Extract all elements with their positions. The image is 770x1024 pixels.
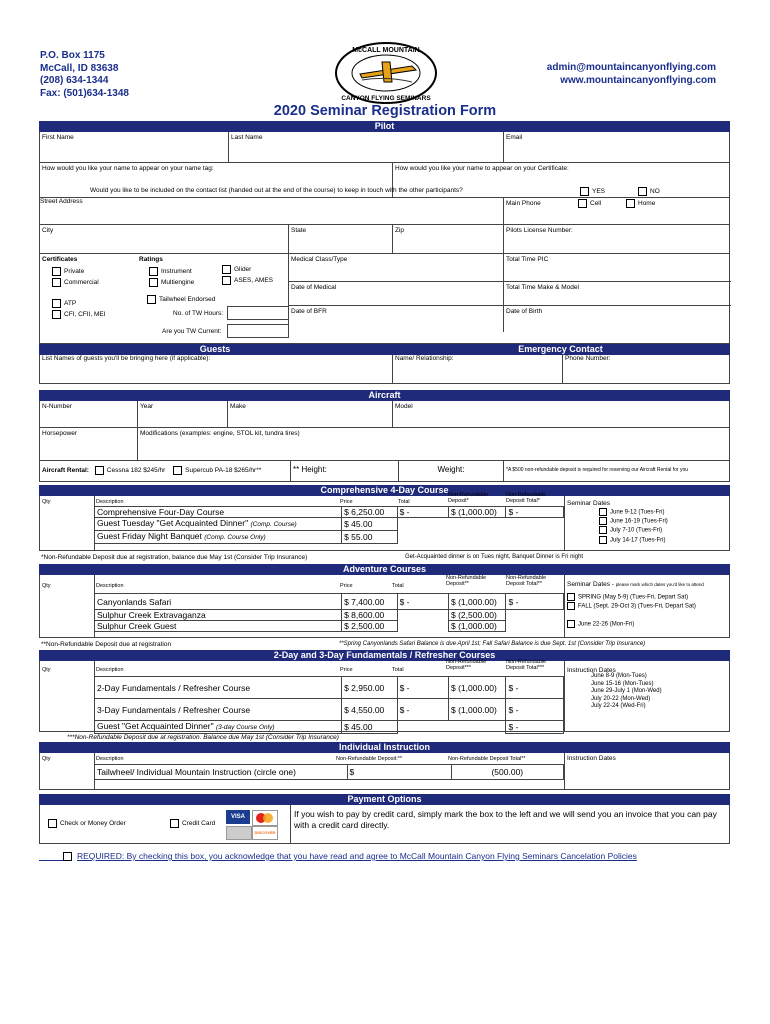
name-tag-label: How would you like your name to appear on your name tag: <box>42 165 214 172</box>
item-description: Tailwheel/ Individual Mountain Instruction (circle one) <box>95 765 348 780</box>
horsepower-label: Horsepower <box>42 430 78 437</box>
item-note: (3-day Course Only) <box>215 724 275 731</box>
street-address-label: Street Address <box>40 198 83 205</box>
item-price: $ 7,400.00 <box>342 594 397 610</box>
instruction-date[interactable]: June 15-16 (Mon-Tues) <box>591 680 654 687</box>
item-note: (Comp. Course Only) <box>204 534 266 541</box>
ec-name-field[interactable] <box>392 355 567 383</box>
agree-checkbox[interactable] <box>63 852 72 861</box>
last-name-field[interactable] <box>228 132 503 162</box>
comprehensive-course-bar: Comprehensive 4-Day Course <box>39 485 730 496</box>
email-label: Email <box>506 134 523 141</box>
email-address[interactable]: admin@mountaincanyonflying.com <box>546 62 716 73</box>
fundamentals-table <box>94 676 564 734</box>
amex-icon <box>226 826 252 840</box>
instruction-date[interactable]: June 29-July 1 (Mon-Wed) <box>591 688 662 695</box>
guest-names-label: List Names of guests you'll be bringing here (if applicable): <box>42 355 211 362</box>
svg-text:McCALL MOUNTAIN: McCALL MOUNTAIN <box>352 47 420 54</box>
item-price: $ 6,250.00 <box>342 507 397 518</box>
atp-checkbox[interactable] <box>52 299 61 308</box>
dob-label: Date of Birth <box>506 308 543 315</box>
item-deposit-total: $ - <box>506 594 564 610</box>
certificates-group <box>40 254 137 343</box>
item-deposit: $ (1,000.00) <box>449 621 506 632</box>
deposit-total-header: Non-Refundable Deposit Total** <box>448 756 526 762</box>
instrument-label: Instrument <box>161 268 192 276</box>
cancellation-policy-agreement: REQUIRED: By checking this box, you acknowledge that you have read and agree to McCall Mountain Canyon Flying Seminars Cancelation Policies <box>77 851 637 861</box>
weight-label: Weight: <box>437 465 465 474</box>
phone-line: (208) 634-1344 <box>40 75 109 86</box>
atp-label: ATP <box>64 300 77 308</box>
state-field[interactable] <box>288 225 392 253</box>
date-bfr-label: Date of BFR <box>291 308 327 315</box>
date-bfr-field[interactable] <box>288 306 503 332</box>
commercial-label: Commercial <box>64 279 99 287</box>
item-deposit: $ (1,000.00) <box>449 677 506 699</box>
payment-section <box>39 805 730 844</box>
cfi-label: CFI, CFII, MEI <box>64 311 106 319</box>
registration-form <box>39 121 730 864</box>
cell-label: Cell <box>590 200 602 208</box>
instruction-date[interactable]: July 22-24 (Wed-Fri) <box>591 703 646 710</box>
check-checkbox[interactable] <box>48 819 57 828</box>
n-number-label: N-Number <box>42 403 72 410</box>
item-note: (Comp. Course) <box>250 521 297 528</box>
seminar-dates-header: Seminar Dates - <box>567 581 616 588</box>
weight-field[interactable] <box>398 461 503 481</box>
model-label: Model <box>395 403 413 410</box>
fundamentals-footnote: ***Non-Refundable Deposit due at registration. Balance due May 1st (Consider Trip Insurance) <box>67 734 339 741</box>
item-deposit: $ (1,000.00) <box>449 699 506 721</box>
ases-checkbox[interactable] <box>222 276 231 285</box>
tailwheel-checkbox[interactable] <box>147 295 156 304</box>
private-checkbox[interactable] <box>52 267 61 276</box>
ases-label: ASES, AMES <box>234 277 274 285</box>
qty-header: Qty <box>42 499 51 505</box>
total-header: Total <box>392 667 404 673</box>
n-number-field[interactable] <box>40 401 137 427</box>
horsepower-field[interactable] <box>40 428 137 460</box>
item-deposit: (500.00) <box>451 765 563 780</box>
item-deposit-total: $ - <box>506 677 564 699</box>
seminar-date: June 22-26 (Mon-Fri) <box>578 621 635 628</box>
yes-label: YES <box>592 188 606 196</box>
seminar-date: July 14-17 (Tues-Fri) <box>610 537 666 544</box>
instruction-date[interactable]: July 20-22 (Mon-Wed) <box>591 695 651 702</box>
deposit-header: Non-Refundable Deposit*** <box>446 659 487 671</box>
modifications-field[interactable] <box>137 428 731 460</box>
item-description: Guest Friday Night Banquet <box>97 531 202 541</box>
item-description: Sulphur Creek Guest <box>95 621 342 632</box>
cessna-checkbox[interactable] <box>95 466 104 475</box>
item-deposit-total: $ - <box>506 699 564 721</box>
item-description: 3-Day Fundamentals / Refresher Course <box>95 699 342 721</box>
zip-label: Zip <box>395 227 405 234</box>
table-row[interactable] <box>95 518 564 531</box>
date-checkbox[interactable] <box>599 508 607 516</box>
item-deposit: $ (1,000.00) <box>449 507 506 518</box>
qty-header: Qty <box>42 667 51 673</box>
main-phone-field[interactable] <box>503 198 731 224</box>
seminar-date: SPRING (May 5-9) (Tues-Fri, Depart Sat) <box>578 594 689 601</box>
medical-field[interactable] <box>288 254 503 282</box>
address-block <box>40 50 129 100</box>
svg-text:CANYON FLYING SEMINARS: CANYON FLYING SEMINARS <box>341 95 431 102</box>
adventure-courses-section <box>39 575 730 638</box>
payment-options-bar: Payment Options <box>39 794 730 805</box>
certificate-name-label: How would you like your name to appear on your Certificate: <box>395 165 569 172</box>
deposit-total-header: Non-Refundable Deposit Total* <box>506 492 547 504</box>
pilot-bar: Pilot <box>39 121 730 132</box>
date-checkbox[interactable] <box>599 526 607 534</box>
comprehensive-footnote: *Non-Refundable Deposit due at registration, balance due May 1st (Consider Trip Insurance) <box>41 554 308 561</box>
ratings-heading: Ratings <box>139 256 163 263</box>
seminar-date: June 16-19 (Tues-Fri) <box>610 518 668 525</box>
description-header: Description <box>96 583 124 589</box>
guest-names-field[interactable] <box>40 355 396 383</box>
contact-list-question: Would you like to be included on the contact list (handed out at the end of the course) to keep in touch with the other participants? <box>90 187 463 194</box>
item-deposit-total: $ - <box>506 721 564 734</box>
item-description: 2-Day Fundamentals / Refresher Course <box>95 677 342 699</box>
first-name-label: First Name <box>42 134 74 141</box>
make-label: Make <box>230 403 246 410</box>
glider-checkbox[interactable] <box>222 265 231 274</box>
license-label: Pilots License Number: <box>506 227 573 234</box>
total-make-field[interactable] <box>503 282 731 306</box>
price-header: Price <box>340 499 353 505</box>
license-field[interactable] <box>503 225 731 253</box>
multiengine-checkbox[interactable] <box>149 278 158 287</box>
total-header: Total <box>392 583 404 589</box>
home-label: Home <box>638 200 656 208</box>
seminar-date: June 9-12 (Tues-Fri) <box>610 509 665 516</box>
tailwheel-label: Tailwheel Endorsed <box>159 296 216 304</box>
instrument-checkbox[interactable] <box>149 267 158 276</box>
item-total: $ - <box>397 594 448 610</box>
date-medical-label: Date of Medical <box>291 284 337 291</box>
deposit-total-header: Non-Refundable Deposit Total*** <box>506 659 547 671</box>
total-header: Total <box>398 499 410 505</box>
deposit-header: Non-Refundable Deposit** <box>446 575 487 587</box>
make-field[interactable] <box>227 401 392 427</box>
discover-icon: DISCOVER <box>252 826 278 840</box>
safari-footnote: **Spring Canyonlands Safari Balance is due April 1st; Fall Safari Balance is due Sept. 1st (Consider Trip Insurance) <box>339 641 646 647</box>
date-checkbox[interactable] <box>599 517 607 525</box>
card-logos <box>226 810 276 840</box>
item-description: Sulphur Creek Extravaganza <box>95 610 342 621</box>
ratings-group <box>137 254 288 343</box>
item-price: $ 4,550.00 <box>342 699 397 721</box>
table-row[interactable] <box>95 594 564 610</box>
total-make-label: Total Time Make & Model <box>506 284 579 291</box>
address-line: P.O. Box 1175 <box>40 50 105 61</box>
total-pic-field[interactable] <box>503 254 731 282</box>
instruction-date[interactable]: June 8-9 (Mon-Tues) <box>591 673 647 679</box>
item-price: $ <box>347 765 451 780</box>
visa-icon: VISA <box>226 810 250 824</box>
ec-phone-field[interactable] <box>562 355 736 383</box>
address-line: McCall, ID 83638 <box>40 62 119 74</box>
description-header: Description <box>96 756 124 762</box>
date-medical-field[interactable] <box>288 282 503 306</box>
individual-instruction-section <box>39 753 730 790</box>
seminar-date: July 7-10 (Tues-Fri) <box>610 527 663 534</box>
tw-current-label: Are you TW Current: <box>162 328 222 335</box>
private-label: Private <box>64 268 85 276</box>
year-field[interactable] <box>137 401 227 427</box>
table-row[interactable] <box>95 765 564 780</box>
item-description: Comprehensive Four-Day Course <box>97 507 225 517</box>
contact-block <box>547 62 716 87</box>
adventure-courses-bar: Adventure Courses <box>39 564 730 575</box>
seminar-dates-header: Seminar Dates <box>567 500 610 507</box>
total-pic-label: Total Time PIC <box>506 256 549 263</box>
item-description: Guest "Get Acquainted Dinner" <box>97 721 214 731</box>
fax-line: Fax: (501)634-1348 <box>40 87 129 99</box>
instruction-dates-header: Instruction Dates <box>567 667 616 674</box>
table-row[interactable] <box>95 507 564 518</box>
item-total: $ - <box>397 507 448 518</box>
ec-name-label: Name/ Relationship: <box>395 355 454 362</box>
mastercard-icon <box>252 810 278 826</box>
height-label: ** Height: <box>293 465 327 474</box>
no-checkbox[interactable] <box>638 187 647 196</box>
fall-checkbox[interactable] <box>567 602 575 610</box>
state-label: State <box>291 227 307 234</box>
tw-current-input[interactable] <box>227 324 289 338</box>
item-deposit: $ (1,000.00) <box>449 594 506 610</box>
item-deposit: $ (2,500.00) <box>449 610 506 621</box>
item-price: $ 2,500.00 <box>342 621 397 632</box>
price-header: Price <box>340 667 353 673</box>
website-link[interactable]: www.mountaincanyonflying.com <box>560 74 716 86</box>
rental-deposit-note: *A $500 non-refundable deposit is required for reserving our Aircraft Rental for you <box>503 461 731 481</box>
tw-hours-input[interactable] <box>227 306 289 320</box>
item-price: $ 2,950.00 <box>342 677 397 699</box>
modifications-label: Modifications (examples: engine, STOL kit, tundra tires) <box>140 430 300 437</box>
comprehensive-course-section <box>39 492 730 551</box>
email-field[interactable] <box>503 132 731 162</box>
date-checkbox[interactable] <box>599 536 607 544</box>
item-total: $ - <box>397 699 448 721</box>
adventure-footnote: **Non-Refundable Deposit due at registration <box>41 641 172 648</box>
comprehensive-course-table <box>94 506 564 544</box>
spring-checkbox[interactable] <box>567 593 575 601</box>
payment-note: If you wish to pay by credit card, simply mark the box to the left and we will send you an invoice that you can pay with a credit card directly. <box>290 805 731 843</box>
city-field[interactable] <box>40 225 288 253</box>
item-total: $ - <box>397 677 448 699</box>
medical-label: Medical Class/Type <box>291 256 348 263</box>
table-row[interactable] <box>95 621 564 632</box>
june-checkbox[interactable] <box>567 620 575 628</box>
dinner-footnote: Get-Acquainted dinner is on Tues night, Banquet Dinner is Fri night <box>405 554 584 560</box>
city-label: City <box>42 227 54 234</box>
item-description: Canyonlands Safari <box>95 594 342 610</box>
description-header: Description <box>96 499 124 505</box>
price-header: Price <box>340 583 353 589</box>
credit-card-label: Credit Card <box>182 820 216 828</box>
table-row[interactable] <box>95 699 564 721</box>
adventure-courses-table <box>94 593 564 632</box>
certificates-heading: Certificates <box>42 256 78 263</box>
item-description: Guest Tuesday "Get Acquainted Dinner" <box>97 518 249 528</box>
fundamentals-bar: 2-Day and 3-Day Fundamentals / Refresher Courses <box>39 650 730 661</box>
individual-instruction-bar: Individual Instruction <box>39 742 730 753</box>
individual-instruction-table <box>94 764 564 780</box>
item-deposit-total: $ - <box>506 507 564 518</box>
last-name-label: Last Name <box>231 134 263 141</box>
cfi-checkbox[interactable] <box>52 310 61 319</box>
zip-field[interactable] <box>392 225 503 253</box>
description-header: Description <box>96 667 124 673</box>
fundamentals-section <box>39 661 730 732</box>
item-price: $ 45.00 <box>342 518 397 531</box>
first-name-field[interactable] <box>40 132 228 162</box>
seminar-dates-note: please mark which dates you'd like to attend <box>615 582 704 587</box>
qty-header: Qty <box>42 756 51 762</box>
item-price: $ 45.00 <box>342 721 397 734</box>
supercub-label: Supercub PA-18 $265/hr** <box>185 467 262 475</box>
home-checkbox[interactable] <box>626 199 635 208</box>
aircraft-bar: Aircraft <box>39 390 730 401</box>
commercial-checkbox[interactable] <box>52 278 61 287</box>
tw-hours-label: No. of TW Hours: <box>173 310 224 317</box>
height-field[interactable] <box>290 461 398 481</box>
no-label: NO <box>650 188 660 196</box>
model-field[interactable] <box>392 401 731 427</box>
table-row[interactable] <box>95 677 564 699</box>
deposit-header: Non-Refundable Deposit:** <box>336 756 403 762</box>
deposit-total-header: Non-Refundable Deposit Total** <box>506 575 547 587</box>
supercub-checkbox[interactable] <box>173 466 182 475</box>
year-label: Year <box>140 403 154 410</box>
dob-field[interactable] <box>503 306 731 332</box>
table-row[interactable] <box>95 531 564 544</box>
guests-bar: Guests <box>39 344 391 355</box>
qty-header: Qty <box>42 583 51 589</box>
glider-label: Glider <box>234 266 252 274</box>
company-logo <box>332 40 440 106</box>
yes-checkbox[interactable] <box>580 187 589 196</box>
instruction-dates-header: Instruction Dates <box>567 755 616 762</box>
check-label: Check or Money Order <box>60 820 126 828</box>
credit-card-checkbox[interactable] <box>170 819 179 828</box>
page-title: 2020 Seminar Registration Form <box>273 103 497 119</box>
main-phone-label: Main Phone <box>506 200 541 207</box>
ec-phone-label: Phone Number: <box>565 355 611 362</box>
table-row[interactable] <box>95 610 564 621</box>
seminar-date: FALL (Sept. 29-Oct 3) (Tues-Fri, Depart Sat) <box>578 603 696 610</box>
item-price: $ 55.00 <box>342 531 397 544</box>
deposit-header: Non-Refundable Deposit* <box>448 492 489 504</box>
cell-checkbox[interactable] <box>578 199 587 208</box>
cessna-label: Cessna 182 $245/hr <box>106 467 166 475</box>
multiengine-label: Multiengine <box>161 279 195 287</box>
emergency-contact-bar: Emergency Contact <box>391 344 730 355</box>
item-price: $ 8,600.00 <box>342 610 397 621</box>
aircraft-rental-label: Aircraft Rental: <box>42 467 89 475</box>
